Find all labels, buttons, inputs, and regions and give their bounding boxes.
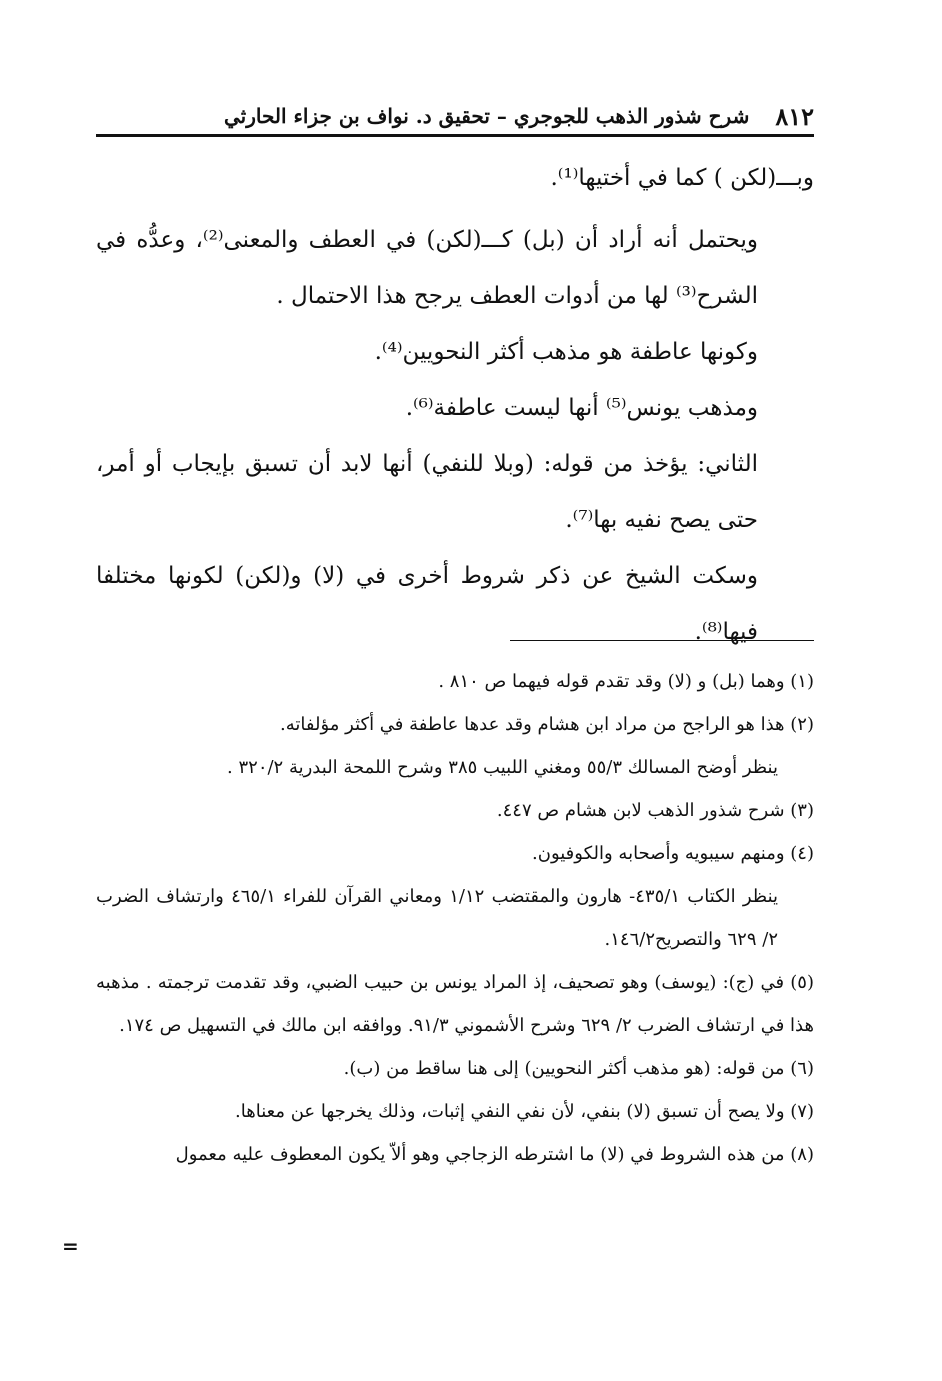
footnote: (٨) من هذه الشروط في (لا) ما اشترطه الزجاجي وهو ألاّ يكون المعطوف عليه معمول	[175, 1144, 814, 1165]
main-paragraph: وبـــ(لكن ) كما في أختيها⁽¹⁾.	[550, 165, 814, 191]
main-paragraph: الثاني: يؤخذ من قوله: (وبلا للنفي) أنها لابد أن تسبق بإيجاب أو أمر، حتى يصح نفيه بها⁽⁷⁾.	[96, 451, 758, 533]
footnotes	[96, 660, 814, 1176]
footnote: (٢) هذا هو الراجح من مراد ابن هشام وقد عدها عاطفة في أكثر مؤلفاته.	[280, 714, 814, 735]
header-rule	[96, 134, 814, 137]
continuation-mark: =	[62, 1234, 79, 1258]
main-paragraph: وكونها عاطفة هو مذهب أكثر النحويين⁽⁴⁾.	[374, 339, 758, 365]
footnote: (٤) ومنهم سيبويه وأصحابه والكوفيون.	[532, 843, 814, 864]
footnote-reference: ينظر الكتاب ٤٣٥/١- هارون والمقتضب ١/١٢ ومعاني القرآن للفراء ٤٦٥/١ وارتشاف الضرب ٢/ ٦٢٩ والتصريح١٤٦/٢.	[96, 886, 779, 950]
main-paragraph: ومذهب يونس⁽⁵⁾ أنها ليست عاطفة⁽⁶⁾.	[405, 395, 758, 421]
footnote: (٧) ولا يصح أن تسبق (لا) بنفي، لأن نفي النفي إثبات، وذلك يخرجها عن معناها.	[235, 1101, 814, 1122]
page-header	[96, 98, 814, 134]
running-title: شرح شذور الذهب للجوجري – تحقيق د. نواف بن جزاء الحارثي	[224, 104, 750, 128]
footnote: (١) وهما (بل) و (لا) وقد تقدم قوله فيهما ص ٨١٠ .	[438, 671, 814, 692]
footnote: (٥) في (ج): (يوسف) وهو تصحيف، إذ المراد يونس بن حبيب الضبي، وقد تقدمت ترجمته . مذهبه هذا في ارتشاف الضرب ٢/ ٦٢٩ وشرح الأشموني ٩١/٣. ووافقه ابن مالك في التسهيل ص ١٧٤.	[96, 972, 814, 1036]
page-number: ٨١٢	[775, 101, 814, 131]
footnote-reference: ينظر أوضح المسالك ٥٥/٣ ومغني اللبيب ٣٨٥ وشرح اللمحة البدرية ٣٢٠/٢ .	[227, 757, 778, 778]
main-paragraph: وسكت الشيخ عن ذكر شروط أخرى في (لا) و(لكن) لكونها مختلفا فيها⁽⁸⁾.	[96, 563, 758, 645]
footnote: (٣) شرح شذور الذهب لابن هشام ص ٤٤٧.	[496, 800, 814, 821]
main-paragraph: ويحتمل أنه أراد أن (بل) كـــ(لكن) في العطف والمعنى⁽²⁾، وعدُّه في الشرح⁽³⁾ لها من أدوات العطف يرجح هذا الاحتمال .	[96, 227, 758, 309]
footnote: (٦) من قوله: (هو مذهب أكثر النحويين) إلى هنا ساقط من (ب).	[343, 1058, 814, 1079]
footnote-separator	[510, 640, 814, 641]
main-text	[96, 150, 814, 660]
